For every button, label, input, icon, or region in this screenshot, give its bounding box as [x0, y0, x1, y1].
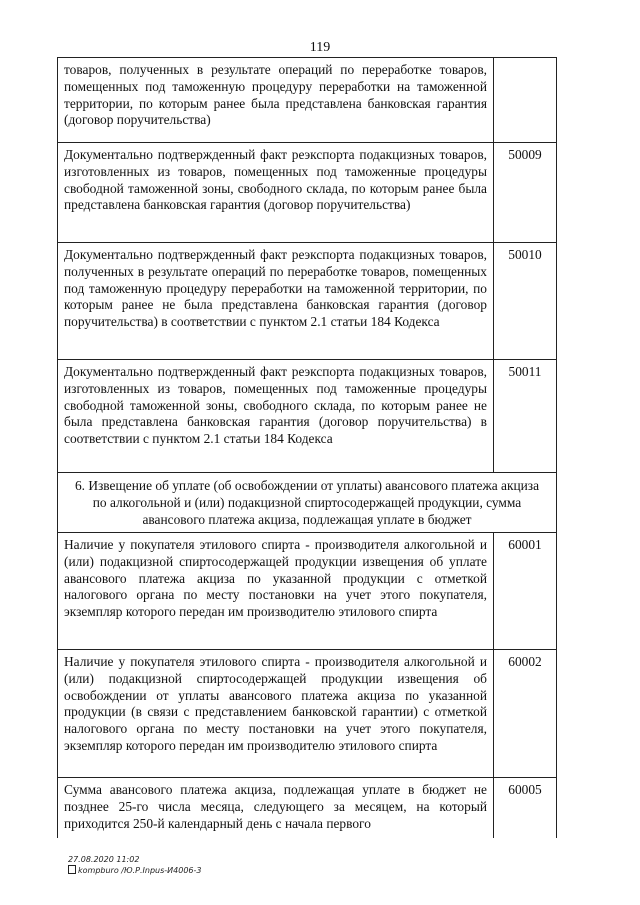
footer-date: 27.08.2020 11:02 [68, 855, 140, 864]
table-row [58, 143, 556, 243]
row-description: Документально подтвержденный факт реэкспорта подакцизных товаров, полученных в результате операций по переработке товаров, помещенных под таможенную процедуру переработки на таможенной территории, по которым ранее не была представлена банковская гарантия (договор поручительства) в соответствии с пунктом 2.1 статьи 184 Кодекса [58, 243, 494, 359]
table-row [58, 58, 556, 143]
footer-file-line [68, 865, 201, 876]
row-description: Документально подтвержденный факт реэкспорта подакцизных товаров, изготовленных из товаров, помещенных под таможенные процедуры свободной таможенной зоны, свободного склада, по которым ранее была представлена банковская гарантия (договор поручительства) [58, 143, 494, 242]
row-code: 50009 [508, 147, 542, 162]
row-code: 50010 [508, 247, 542, 262]
row-code [494, 58, 556, 142]
codes-table [57, 57, 557, 838]
document-icon [68, 865, 76, 874]
row-code: 60001 [508, 537, 542, 552]
row-code: 50011 [508, 364, 542, 379]
table-row [58, 243, 556, 360]
row-code: 60002 [508, 654, 542, 669]
footer-file: kompburo /Ю.Р.Inpus-И4006-3 [78, 866, 202, 875]
row-description: Наличие у покупателя этилового спирта - производителя алкогольной и (или) подакцизной спиртосодержащей продукции извещения об освобождении от уплаты авансового платежа акциза по указанной продукции (в связи с представлением банковской гарантии) с отметкой налогового органа по месту постановки на учет этого покупателя, экземпляр которого передан им производителю этилового спирта [58, 650, 494, 777]
table-row [58, 778, 556, 838]
footer [68, 855, 201, 876]
row-description: Наличие у покупателя этилового спирта - производителя алкогольной и (или) подакцизной спиртосодержащей продукции извещения об уплате авансового платежа акциза по указанной продукции с отметкой налогового органа по месту постановки на учет этого покупателя, экземпляр которого передан им производителю этилового спирта [58, 533, 494, 649]
page-number: 119 [309, 40, 331, 55]
row-description: товаров, полученных в результате операций по переработке товаров, помещенных под таможенную процедуру переработки на таможенной территории, по которым ранее была представлена банковская гарантия (договор поручительства) [58, 58, 494, 142]
row-code: 60005 [508, 782, 542, 797]
row-description: Сумма авансового платежа акциза, подлежащая уплате в бюджет не позднее 25-го числа месяца, следующего за месяцем, на который приходится 250-й календарный день с начала первого [58, 778, 494, 838]
table-row [58, 533, 556, 650]
table-row [58, 650, 556, 778]
table-row [58, 360, 556, 473]
section-heading: 6. Извещение об уплате (об освобождении от уплаты) авансового платежа акциза по алкогольной и (или) подакцизной спиртосодержащей продукции, сумма авансового платежа акциза, подлежащая уплате в бюджет [58, 473, 556, 533]
row-description: Документально подтвержденный факт реэкспорта подакцизных товаров, изготовленных из товаров, помещенных под таможенные процедуры свободной таможенной зоны, свободного склада, по которым ранее не была представлена банковская гарантия (договор поручительства) в соответствии с пунктом 2.1 статьи 184 Кодекса [58, 360, 494, 472]
